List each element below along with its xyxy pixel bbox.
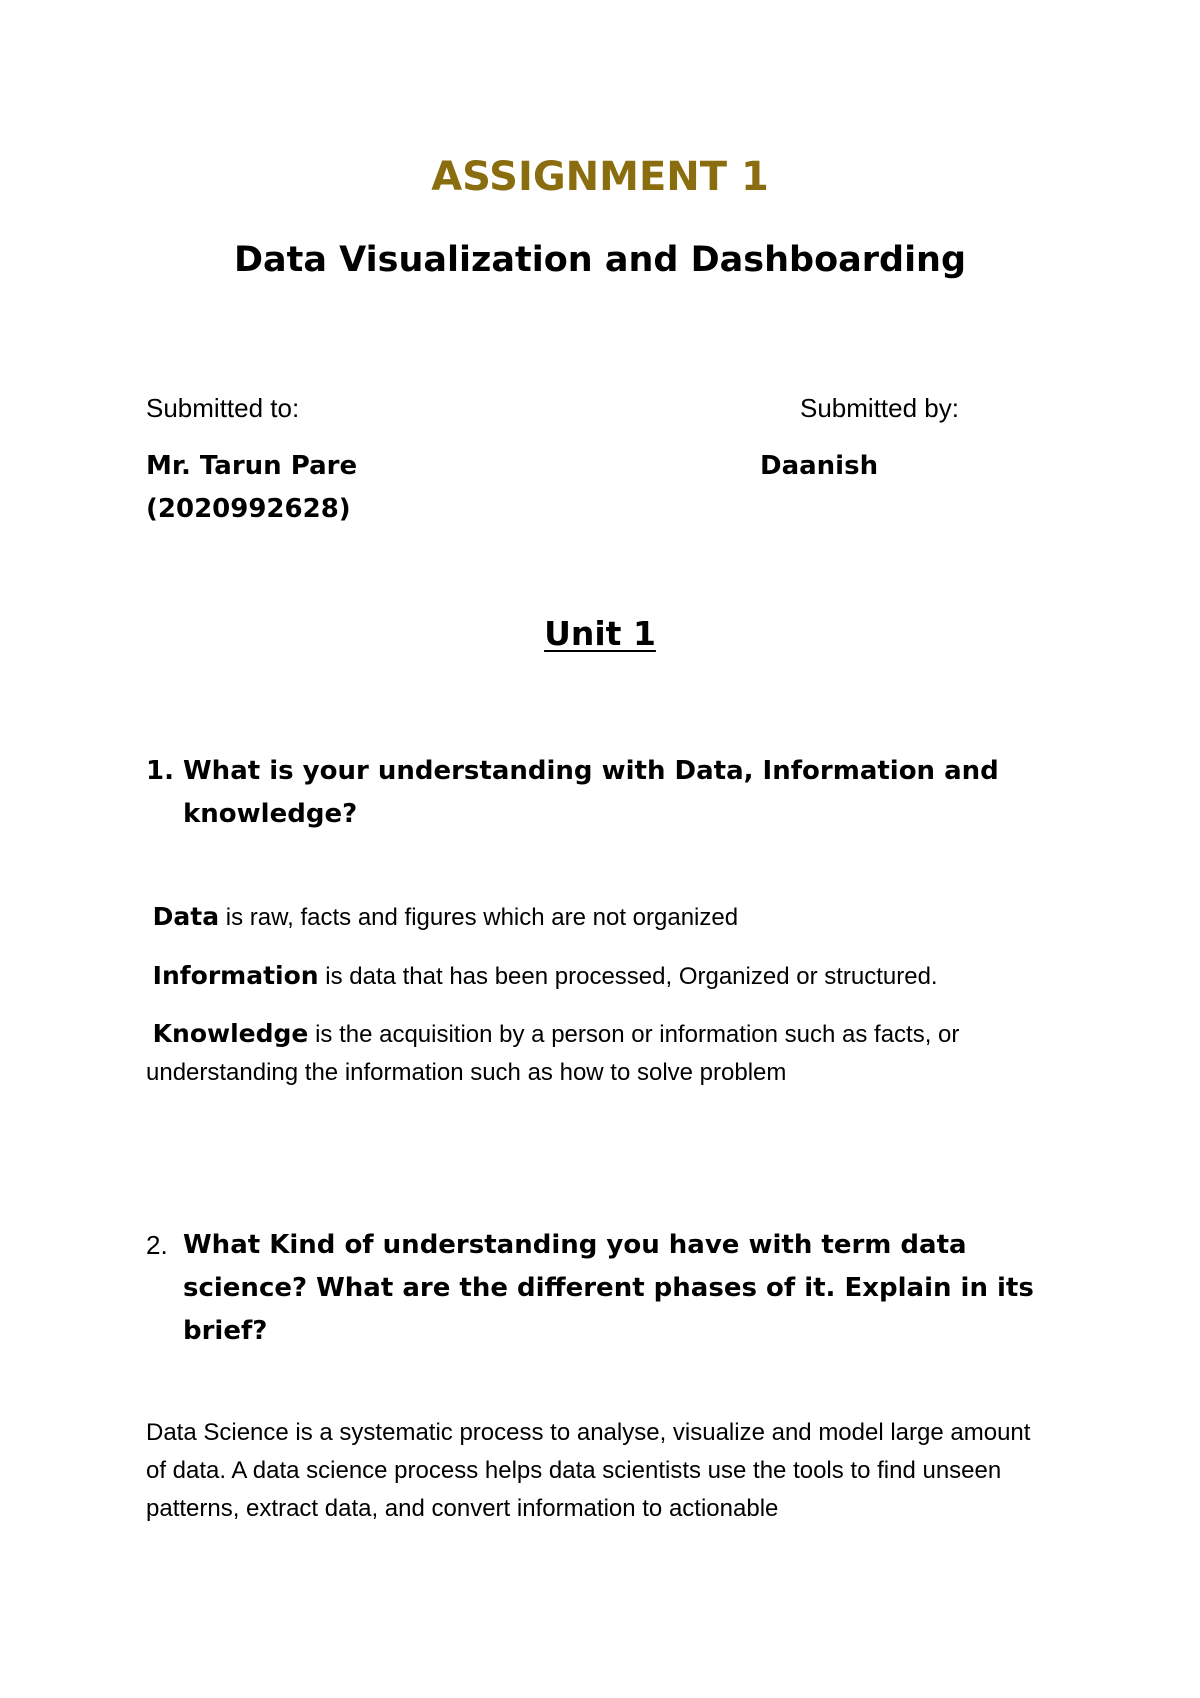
definition-information [146,957,1046,996]
submitted-by-name: Daanish [760,451,879,481]
definition-data [146,898,1046,937]
assignment-title: ASSIGNMENT 1 [431,154,769,200]
definition-knowledge [146,1015,1046,1092]
definition-text: is data that has been processed, Organized or structured. [325,963,938,990]
submitted-to-label: Submitted to: [146,393,300,423]
submitted-by-label: Submitted by: [800,393,959,423]
submitted-to-name: Mr. Tarun Pare [146,451,358,481]
question-1-text: What is your understanding with Data, Information and knowledge? [183,756,999,829]
unit-heading: Unit 1 [544,614,656,653]
course-subtitle: Data Visualization and Dashboarding [233,240,967,280]
definition-text: is raw, facts and figures which are not organized [225,904,739,931]
question-2-number: 2. [146,1230,168,1260]
definition-term: Data [152,902,220,931]
definition-term: Knowledge [152,1019,309,1048]
answer-2-paragraph: Data Science is a systematic process to analyse, visualize and model large amount of data. A data science process helps data scientists use the tools to find unseen patterns, extract data, and convert information to actionable [146,1419,1031,1522]
definition-term: Information [152,961,319,990]
question-1-number: 1. [146,756,174,786]
question-2-text: What Kind of understanding you have with term data science? What are the different phases of it. Explain in its brief? [183,1230,1034,1346]
definition-text: is the acquisition by a person or information such as facts, or understanding the information such as how to solve problem [146,1021,960,1086]
submitted-by-id: (2020992628) [146,494,351,524]
